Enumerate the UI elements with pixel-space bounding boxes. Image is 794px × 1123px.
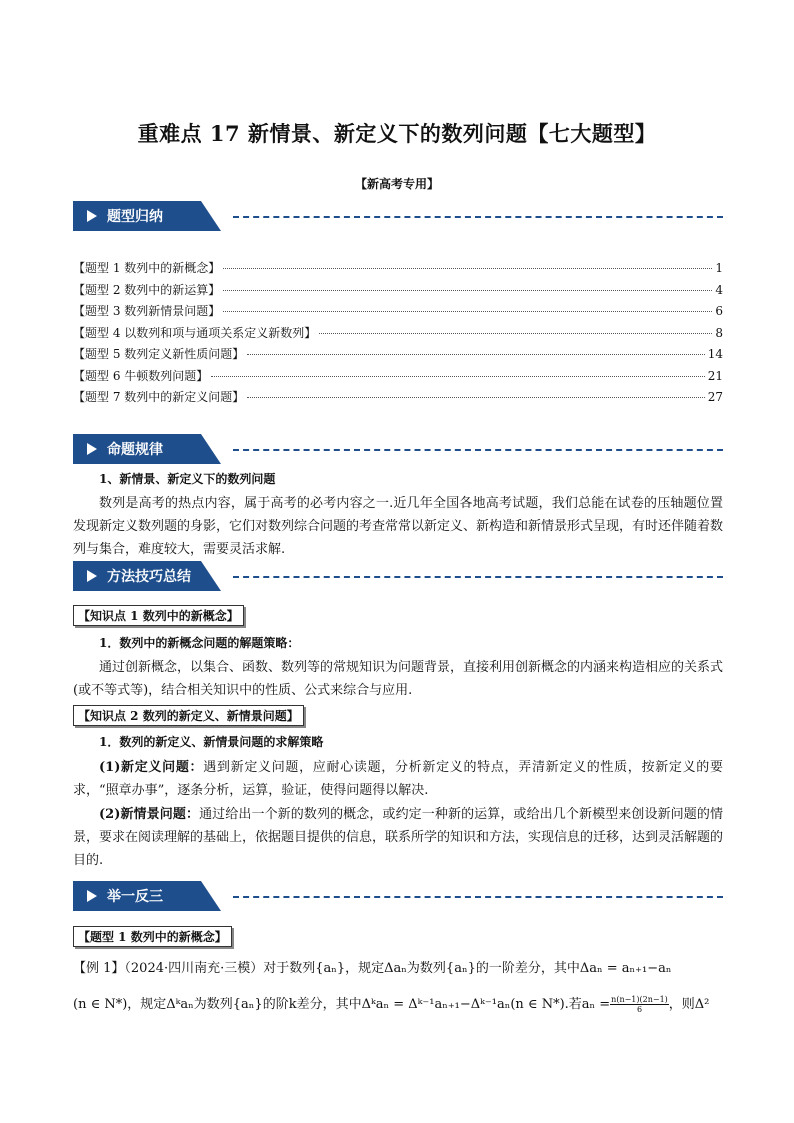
toc-item-6[interactable]: 【题型 6 牛顿数列问题】 21	[73, 368, 723, 383]
para-lead: (1)新定义问题：	[99, 760, 204, 775]
toc-item-5[interactable]: 【题型 5 数列定义新性质问题】 14	[73, 347, 723, 361]
toc-item-3[interactable]: 【题型 3 数列新情景问题】 6	[73, 304, 723, 318]
knowledge-point-2-box: 【知识点 2 数列的新定义、新情景问题】	[73, 705, 304, 726]
knowledge-point-2-para-2	[73, 803, 723, 872]
knowledge-point-1-heading: 1．数列中的新概念问题的解题策略：	[99, 636, 300, 650]
example-1-line-2b: ，则Δ²	[668, 997, 710, 1012]
banner-label: 方法技巧总结	[107, 569, 191, 585]
section-banner-examples	[73, 881, 723, 911]
page-subtitle: 【新高考专用】	[354, 177, 439, 191]
knowledge-point-2-para-1	[73, 756, 723, 802]
fraction-numerator: n(n−1)(2n−1)	[611, 995, 668, 1004]
para-body: 通过给出一个新的数列的概念，或约定一种新的运算，或给出几个新模型来创设新问题的情景，要求在阅读理解的基础上，依据题目提供的信息，联系所学的知识和方法，实现信息的迁移，达到灵活解题的目的.	[73, 807, 724, 868]
section-banner-methods	[73, 561, 723, 591]
section-banner-rules	[73, 434, 723, 464]
fraction	[610, 995, 669, 1014]
type-1-box: 【题型 1 数列中的新概念】	[73, 926, 232, 947]
banner-dashed-rule	[233, 216, 723, 218]
para-body: 遇到新定义问题，应耐心读题，分析新定义的特点，弄清新定义的性质，按新定义的要求，“照章办事”，逐条分析，运算，验证，使得问题得以解决.	[73, 760, 723, 798]
rule-heading: 1、新情景、新定义下的数列问题	[99, 472, 276, 486]
para-lead: (2)新情景问题：	[99, 807, 200, 822]
banner-dashed-rule	[233, 896, 723, 898]
banner-label: 题型归纳	[107, 209, 163, 225]
knowledge-point-1-text: 通过创新概念，以集合、函数、数列等的常规知识为问题背景，直接利用创新概念的内涵来构造相应的关系式(或不等式等)，结合相关知识中的性质、公式来综合与应用.	[73, 660, 724, 698]
banner-dashed-rule	[233, 576, 723, 578]
toc-item-7[interactable]: 【题型 7 数列中的新定义问题】 27	[73, 390, 723, 404]
section-banner-types	[73, 201, 723, 231]
banner-label: 命题规律	[107, 442, 163, 458]
toc-item-4[interactable]: 【题型 4 以数列和项与通项关系定义新数列】 8	[73, 325, 723, 340]
page-title: 重难点 17 新情景、新定义下的数列问题【七大题型】	[137, 121, 657, 146]
example-1-line-2a: (n ∈ N*)，规定Δᵏaₙ为数列{aₙ}的阶k差分，其中Δᵏaₙ = Δᵏ⁻¹aₙ₊₁−Δᵏ⁻¹aₙ(n ∈ N*).若aₙ =	[73, 997, 611, 1012]
toc-item-1[interactable]: 【题型 1 数列中的新概念】 1	[73, 261, 723, 275]
example-1-line-2	[73, 995, 723, 1015]
example-1-line-1: 【例 1】（2024·四川南充·三模）对于数列{aₙ}，规定Δaₙ为数列{aₙ}的一阶差分，其中Δaₙ = aₙ₊₁−aₙ	[73, 961, 672, 976]
rule-paragraph: 数列是高考的热点内容，属于高考的必考内容之一.近几年全国各地高考试题，我们总能在试卷的压轴题位置发现新定义数列题的身影，它们对数列综合问题的考查常常以新定义、新构造和新情景形式呈现，有时还伴随着数列与集合，难度较大，需要灵活求解.	[73, 496, 724, 557]
fraction-denominator: 6	[636, 1005, 643, 1014]
banner-label: 举一反三	[107, 889, 163, 905]
knowledge-point-2-heading: 1．数列的新定义、新情景问题的求解策略	[99, 735, 324, 749]
table-of-contents	[73, 259, 723, 410]
banner-dashed-rule	[233, 449, 723, 451]
toc-item-2[interactable]: 【题型 2 数列中的新运算】 4	[73, 282, 723, 297]
knowledge-point-1-box: 【知识点 1 数列中的新概念】	[73, 605, 244, 626]
